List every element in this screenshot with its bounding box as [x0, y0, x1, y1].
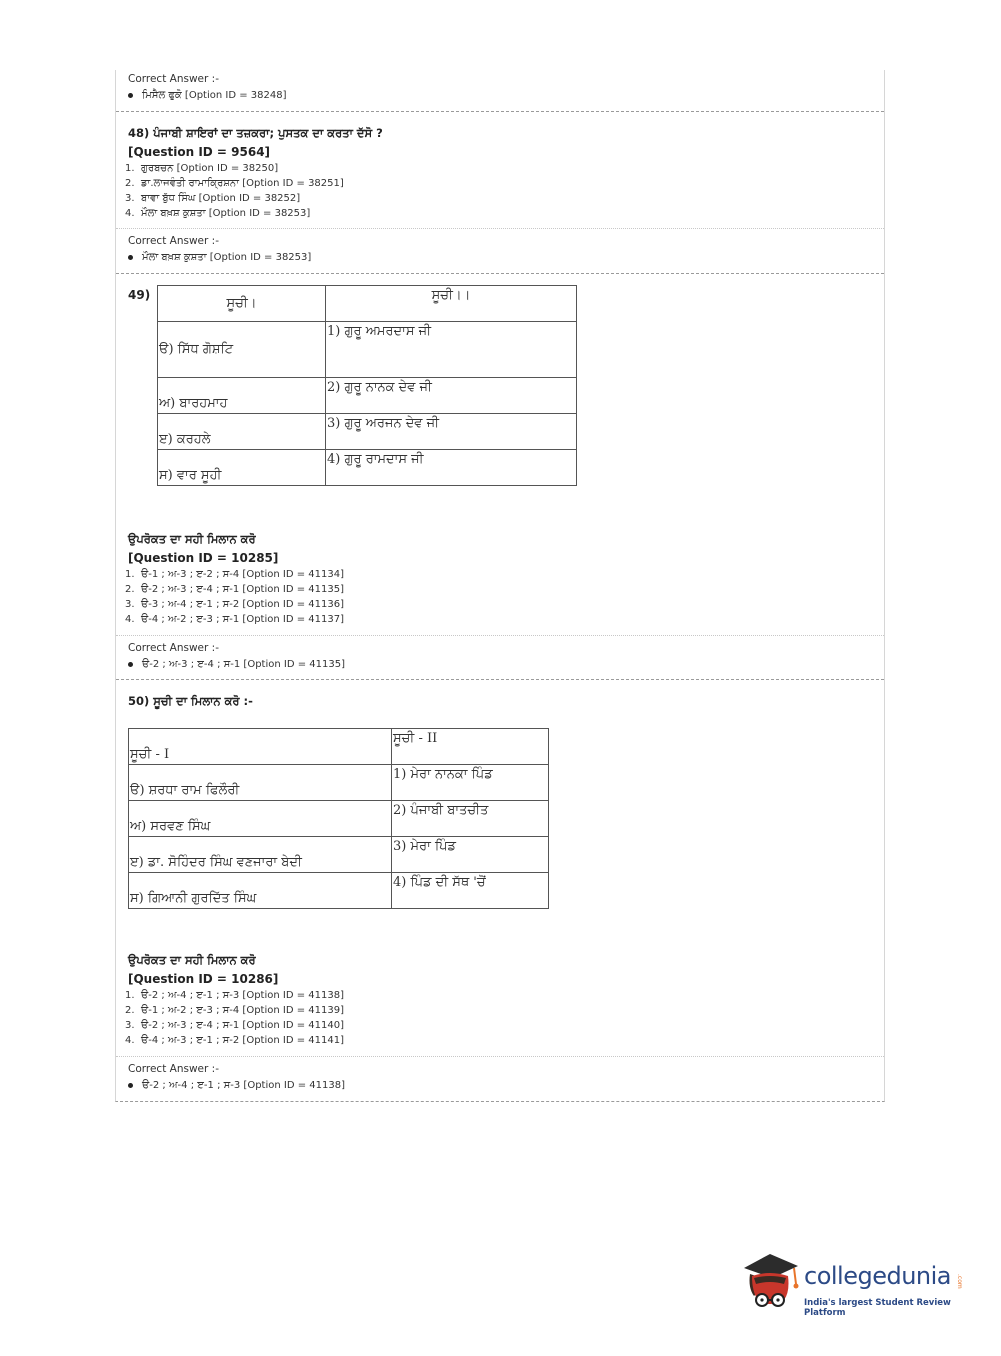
option-item: 1. ੳ-2 ; ਅ-4 ; ੲ-1 ; ਸ-3 [Option ID = 41138] — [125, 990, 344, 1001]
table-header-cell: ਸੂਚੀ।। — [326, 286, 577, 322]
bullet-icon — [128, 255, 133, 260]
question-divider — [116, 273, 884, 274]
option-item: 4. ੳ-4 ; ਅ-2 ; ੲ-3 ; ਸ-1 [Option ID = 41137] — [125, 614, 344, 625]
option-item: 4. ਮੌਲਾ ਬਖ਼ਸ਼ ਕੁਸ਼ਤਾ [Option ID = 38253] — [125, 208, 311, 219]
table-cell: ਸ) ਵਾਰ ਸੂਹੀ — [158, 450, 326, 486]
q50-block — [125, 953, 884, 1048]
table-cell: ੳ) ਸਿੱਧ ਗੋਸ਼ਟਿ — [158, 322, 326, 378]
q48-block — [125, 126, 884, 221]
table-cell: ੳ) ਸ਼ਰਧਾ ਰਾਮ ਫਿਲੌਰੀ — [129, 765, 392, 801]
answer-divider — [116, 228, 884, 229]
question-paper-page — [115, 70, 885, 1102]
q48-options — [125, 161, 884, 221]
correct-answer: ੳ-2 ; ਅ-3 ; ੲ-4 ; ਸ-1 [Option ID = 41135] — [128, 659, 884, 670]
option-item: 3. ੳ-2 ; ਅ-3 ; ੲ-4 ; ਸ-1 [Option ID = 41140] — [125, 1020, 344, 1031]
q48-answer-block — [128, 235, 884, 263]
bullet-icon — [128, 93, 133, 98]
table-cell: 3) ਮੇਰਾ ਪਿੰਡ — [392, 837, 549, 873]
correct-answer-label: Correct Answer :- — [128, 1063, 219, 1075]
q50-instruction: ਉਪਰੋਕਤ ਦਾ ਸਹੀ ਮਿਲਾਨ ਕਰੋ — [128, 953, 256, 967]
q50-options — [125, 988, 884, 1048]
table-header-cell: ਸੂਚੀ - II — [392, 729, 549, 765]
table-cell: ੲ) ਡਾ. ਸੋਹਿੰਦਰ ਸਿੰਘ ਵਣਜਾਰਾ ਬੇਦੀ — [129, 837, 392, 873]
q50-question-id: [Question ID = 10286] — [128, 972, 279, 986]
q48-heading: 48) ਪੰਜਾਬੀ ਸ਼ਾਇਰਾਂ ਦਾ ਤਜ਼ਕਰਾ; ਪੁਸਤਕ ਦਾ ਕਰਤਾ ਦੱਸੋ ? — [128, 126, 383, 140]
correct-answer: ਮਿਸੈਲ ਫੁਕੋ [Option ID = 38248] — [128, 90, 884, 101]
question-divider — [116, 679, 884, 680]
table-header-cell: ਸੂਚੀ - I — [129, 729, 392, 765]
bullet-icon — [128, 1083, 133, 1088]
table-cell: ਅ) ਸਰਵਣ ਸਿੰਘ — [129, 801, 392, 837]
answer-divider — [116, 1056, 884, 1057]
logo-tagline: India's largest Student Review Platform — [804, 1298, 951, 1318]
table-cell: ਸ) ਗਿਆਨੀ ਗੁਰਦਿੱਤ ਸਿੰਘ — [129, 873, 392, 909]
q49-question-id: [Question ID = 10285] — [128, 551, 279, 565]
correct-answer-label: Correct Answer :- — [128, 73, 219, 85]
q49-answer-block — [128, 642, 884, 670]
option-item: 2. ੳ-1 ; ਅ-2 ; ੲ-3 ; ਸ-4 [Option ID = 41139] — [125, 1005, 344, 1016]
correct-answer: ੳ-2 ; ਅ-4 ; ੲ-1 ; ਸ-3 [Option ID = 41138] — [128, 1080, 884, 1091]
option-item: 2. ਡਾ.ਲਾਜਵੰਤੀ ਰਾਮਾਕ੍ਰਿਸ਼ਨਾ [Option ID = 38251] — [125, 178, 344, 189]
table-cell: 3) ਗੁਰੂ ਅਰਜਨ ਦੇਵ ਜੀ — [326, 414, 577, 450]
q50-heading-block — [128, 694, 884, 709]
q50-match-table — [128, 728, 549, 909]
q49-options — [125, 567, 884, 627]
q49-instruction: ਉਪਰੋਕਤ ਦਾ ਸਹੀ ਮਿਲਾਨ ਕਰੋ — [128, 532, 256, 546]
table-cell: ੲ) ਕਰਹਲੇ — [158, 414, 326, 450]
answer-divider — [116, 635, 884, 636]
option-item: 1. ਗੁਰਬਚਨ [Option ID = 38250] — [125, 163, 279, 174]
table-cell: 4) ਗੁਰੂ ਰਾਮਦਾਸ ਜੀ — [326, 450, 577, 486]
table-cell: 1) ਗੁਰੂ ਅਮਰਦਾਸ ਜੀ — [326, 322, 577, 378]
collegedunia-logo[interactable] — [740, 1248, 970, 1318]
table-cell: ਅ) ਬਾਰਹਮਾਹ — [158, 378, 326, 414]
table-cell: 4) ਪਿੰਡ ਦੀ ਸੱਥ 'ਚੋਂ — [392, 873, 549, 909]
q50-heading: 50) ਸੂਚੀ ਦਾ ਮਿਲਾਨ ਕਰੋ :- — [128, 694, 253, 708]
q48-question-id: [Question ID = 9564] — [128, 145, 271, 159]
table-header-cell: ਸੂਚੀ। — [158, 286, 326, 322]
correct-answer: ਮੌਲਾ ਬਖ਼ਸ਼ ਕੁਸ਼ਤਾ [Option ID = 38253] — [128, 252, 884, 263]
question-divider — [116, 111, 884, 112]
correct-answer-label: Correct Answer :- — [128, 642, 219, 654]
q49-number: 49) — [128, 288, 151, 302]
option-item: 2. ੳ-2 ; ਅ-3 ; ੲ-4 ; ਸ-1 [Option ID = 41135] — [125, 584, 344, 595]
logo-domain-suffix: .com — [956, 1274, 963, 1289]
q49-block — [125, 532, 884, 627]
q49-match-table — [157, 285, 577, 486]
table-cell: 2) ਪੰਜਾਬੀ ਬਾਤਚੀਤ — [392, 801, 549, 837]
option-item: 4. ੳ-4 ; ਅ-3 ; ੲ-1 ; ਸ-2 [Option ID = 41141] — [125, 1035, 344, 1046]
option-item: 3. ੳ-3 ; ਅ-4 ; ੲ-1 ; ਸ-2 [Option ID = 41136] — [125, 599, 344, 610]
table-cell: 2) ਗੁਰੂ ਨਾਨਕ ਦੇਵ ਜੀ — [326, 378, 577, 414]
q47-answer-block — [128, 73, 884, 101]
correct-answer-label: Correct Answer :- — [128, 235, 219, 247]
table-cell: 1) ਮੇਰਾ ਨਾਨਕਾ ਪਿੰਡ — [392, 765, 549, 801]
logo-brand-text: collegedunia — [804, 1262, 952, 1290]
option-item: 1. ੳ-1 ; ਅ-3 ; ੲ-2 ; ਸ-4 [Option ID = 41134] — [125, 569, 344, 580]
mascot-icon — [740, 1248, 802, 1318]
bullet-icon — [128, 662, 133, 667]
q50-answer-block — [128, 1063, 884, 1091]
option-item: 3. ਬਾਵਾ ਬੁੱਧ ਸਿੰਘ [Option ID = 38252] — [125, 193, 301, 204]
